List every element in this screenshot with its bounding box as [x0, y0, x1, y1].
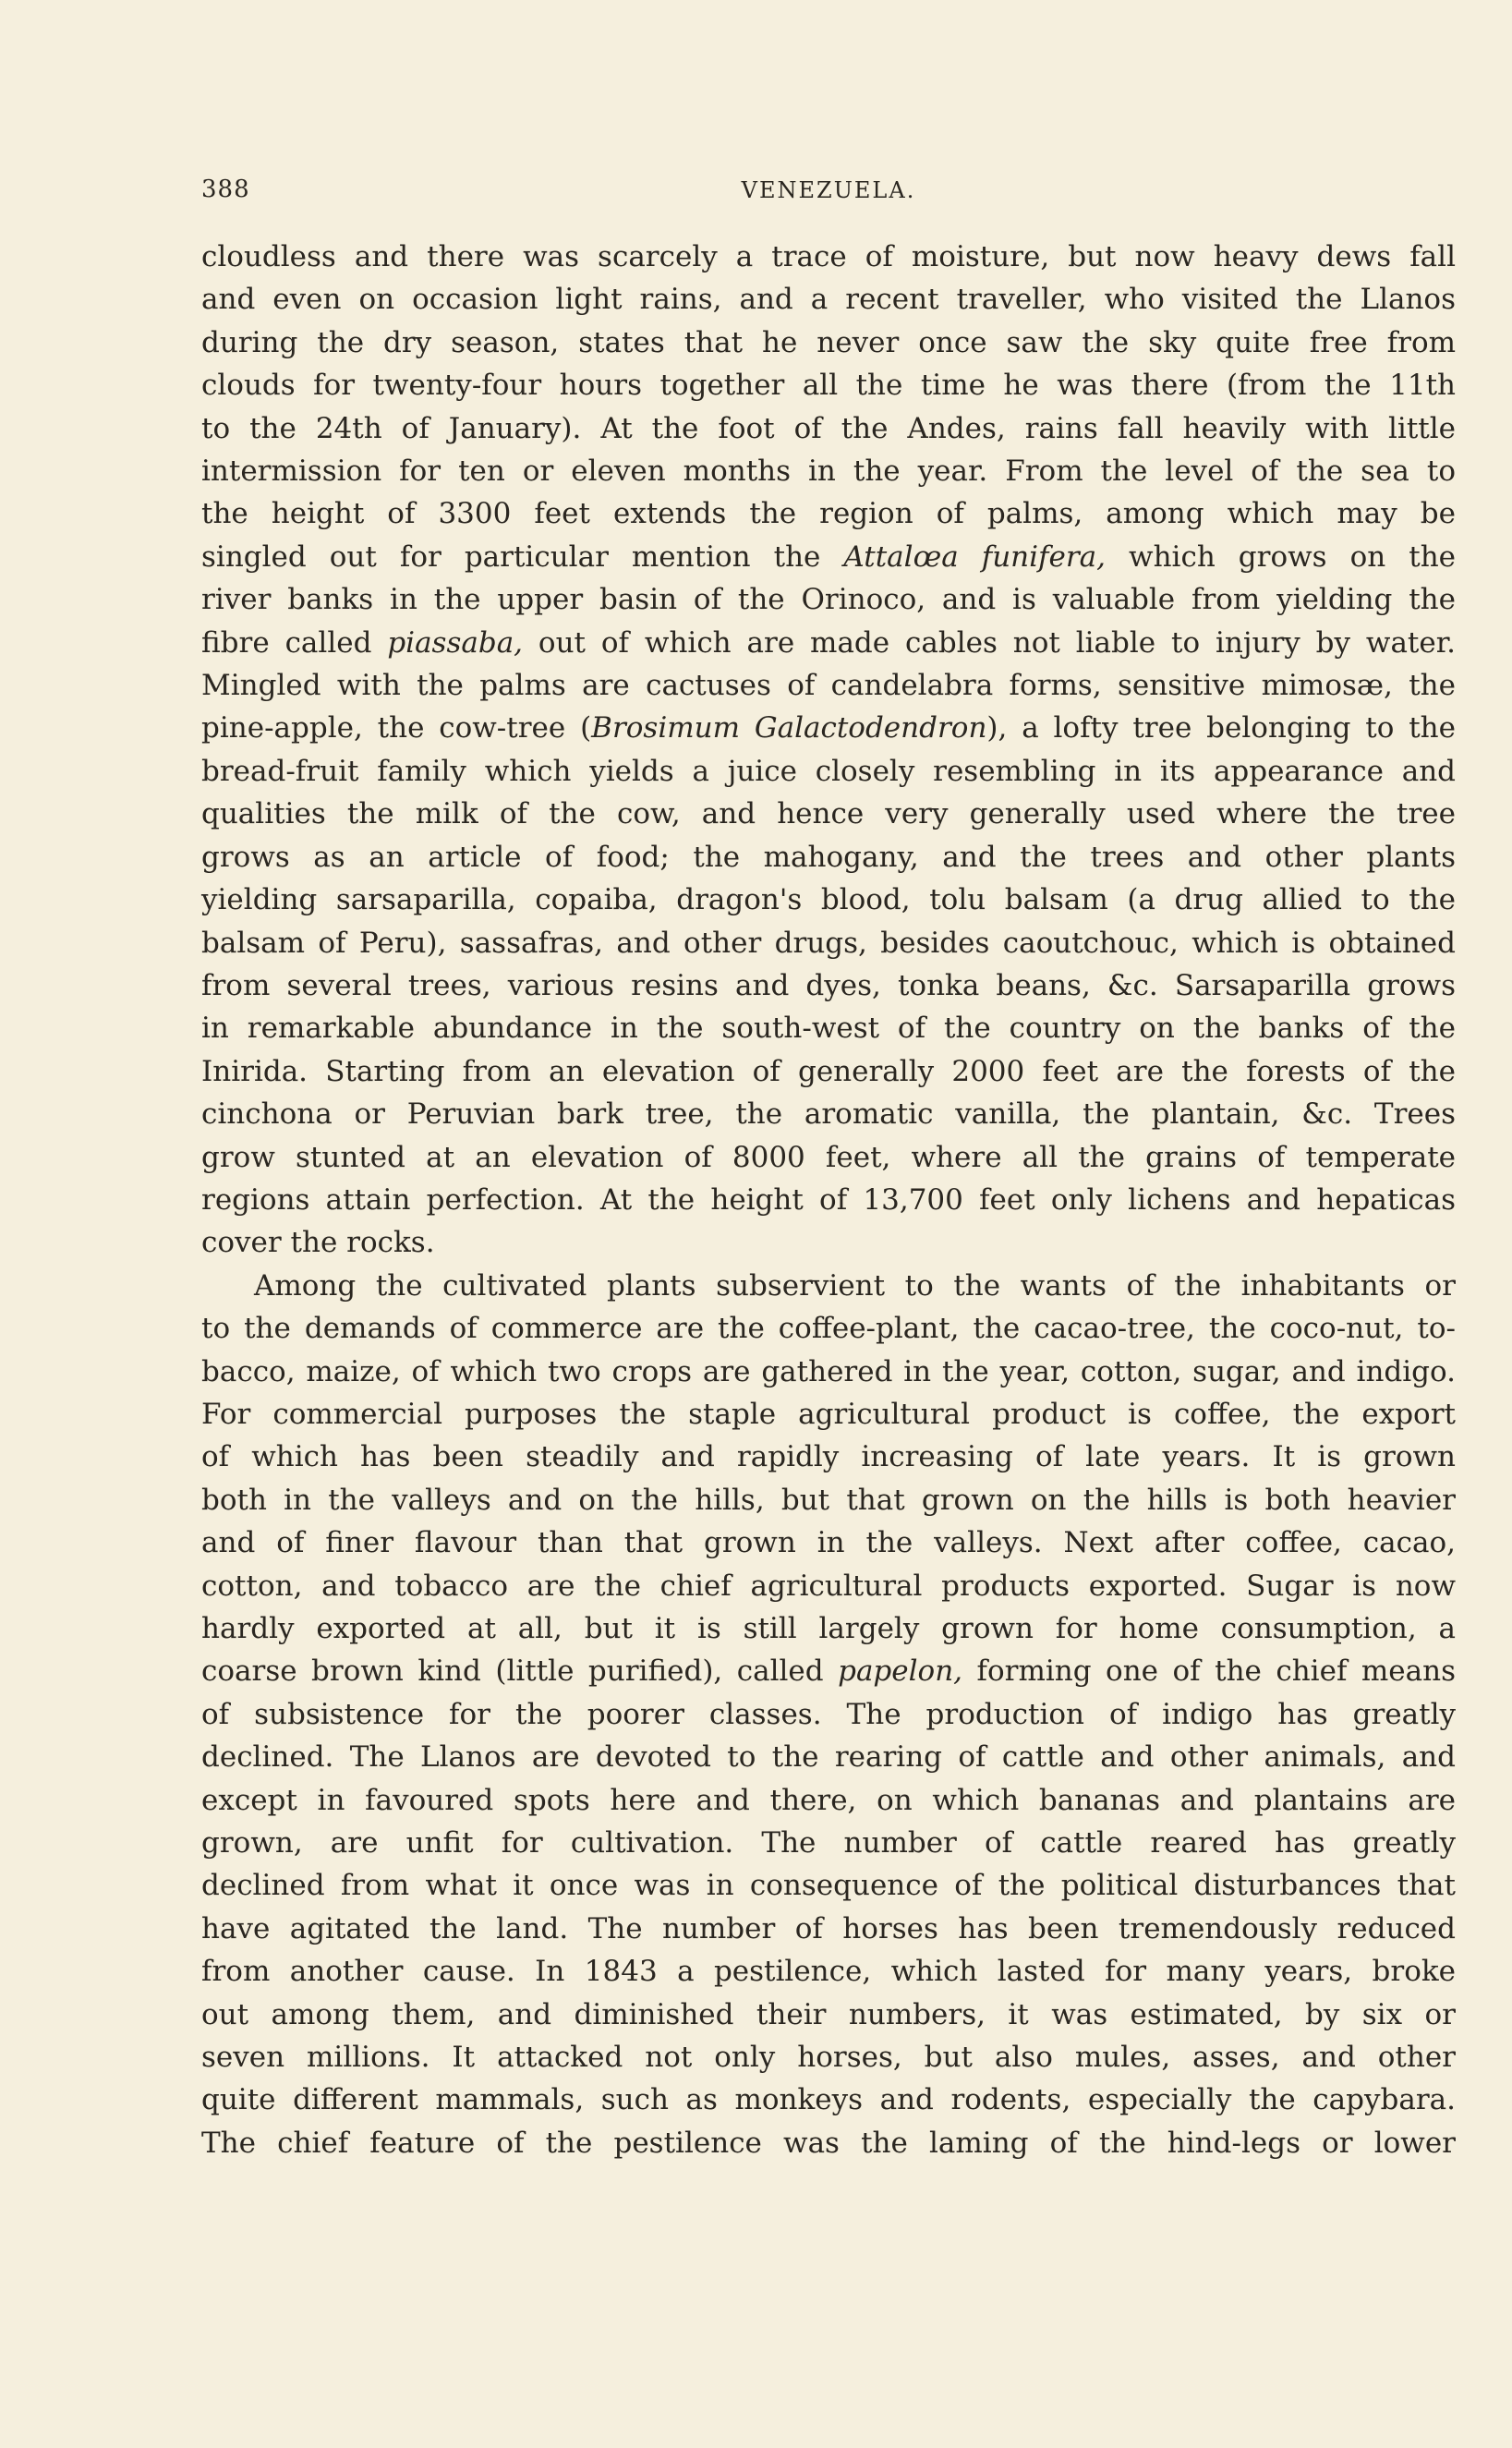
text-segment: yielding sarsaparilla, copaiba, dragon's blood, tolu balsam (a drug allied to the [201, 883, 1456, 917]
text-line [201, 1007, 1456, 1049]
text-segment: fibre called [201, 625, 388, 660]
text-segment: hardly exported at all, but it is still largely grown for home consumption, a [201, 1612, 1456, 1645]
text-segment: in remarkable abundance in the south-west of the country on the banks of the [201, 1012, 1456, 1046]
text-line [201, 1265, 1456, 1307]
text-segment: and of finer flavour than that grown in the valleys. Next after coffee, cacao, [201, 1526, 1456, 1560]
text-segment: the height of 3300 feet extends the region of palms, among which may be [201, 497, 1456, 531]
text-segment: seven millions. It attacked not only horses, but also mules, asses, and other [201, 2041, 1456, 2075]
text-segment: pine-apple, the cow-tree ( [201, 711, 592, 745]
text-line [201, 536, 1456, 578]
text-line [201, 1393, 1456, 1436]
text-segment: qualities the milk of the cow, and hence very generally used where the tree [201, 797, 1456, 831]
text-line [201, 450, 1456, 492]
text-segment: For commercial purposes the staple agricultural product is coffee, the export [201, 1397, 1456, 1431]
text-segment: regions attain perfection. At the height of 13,700 feet only lichens and hepaticas [201, 1182, 1456, 1217]
page-header [201, 176, 1456, 212]
text-segment: from another cause. In 1843 a pestilence, which lasted for many years, broke [201, 1955, 1456, 1989]
text-line [201, 407, 1456, 450]
text-line [201, 1050, 1456, 1093]
text-segment: cotton, and tobacco are the chief agricultural products exported. Sugar is now [201, 1569, 1456, 1603]
text-segment: have agitated the land. The number of horses has been tremendously reduced [201, 1911, 1456, 1945]
text-line [201, 879, 1456, 921]
text-line [201, 1351, 1456, 1393]
text-line [201, 1650, 1456, 1692]
text-segment: clouds for twenty-four hours together all the time he was there (from the 11th [201, 369, 1456, 403]
text-line [201, 2078, 1456, 2121]
text-segment: of subsistence for the poorer classes. The production of indigo has greatly [201, 1697, 1456, 1731]
page-number: 388 [201, 176, 250, 203]
text-line [201, 836, 1456, 879]
text-line [201, 622, 1456, 664]
text-segment: Inirida. Starting from an elevation of generally 2000 feet are the forests of the [201, 1054, 1456, 1088]
text-line [201, 1908, 1456, 1950]
text-segment: except in favoured spots here and there, on which bananas and plantains are [201, 1783, 1456, 1817]
text-line [201, 364, 1456, 406]
italic-text: papelon, [838, 1654, 963, 1689]
text-segment: cover the rocks. [201, 1226, 435, 1260]
text-line [201, 1136, 1456, 1179]
italic-text: Attalœa funifera, [843, 539, 1107, 574]
text-line [201, 321, 1456, 364]
text-segment: ), a lofty tree belonging to the [986, 711, 1456, 745]
text-segment: river banks in the upper basin of the Orinoco, and is valuable from yielding the [201, 583, 1456, 617]
text-segment: cinchona or Peruvian bark tree, the aromatic vanilla, the plantain, &c. Trees [201, 1097, 1456, 1132]
body-text [201, 236, 1456, 2164]
italic-text: Brosimum Galactodendron [591, 711, 987, 745]
text-segment: bacco, maize, of which two crops are gathered in the year, cotton, sugar, and indigo. [201, 1354, 1456, 1388]
text-line [201, 1093, 1456, 1135]
text-segment: balsam of Peru), sassafras, and other drugs, besides caoutchouc, which is obtained [201, 926, 1456, 960]
text-segment: Mingled with the palms are cactuses of candelabra forms, sensitive mimosæ, the [201, 669, 1456, 703]
text-line [201, 1822, 1456, 1864]
text-segment: grow stunted at an elevation of 8000 feet, where all the grains of temperate [201, 1140, 1456, 1174]
text-segment: declined from what it once was in consequence of the political disturbances that [201, 1869, 1456, 1903]
text-segment: bread-fruit family which yields a juice closely resembling in its appearance and [201, 754, 1456, 788]
text-segment: singled out for particular mention the [201, 539, 844, 574]
text-line [201, 964, 1456, 1007]
text-segment: of which has been steadily and rapidly increasing of late years. It is grown [201, 1440, 1456, 1474]
text-line [201, 1864, 1456, 1907]
text-segment: The chief feature of the pestilence was the laming of the hind-legs or lower [201, 2126, 1456, 2160]
text-segment: which grows on the [1106, 539, 1457, 574]
text-line [201, 922, 1456, 964]
text-segment: cloudless and there was scarcely a trace of moisture, but now heavy dews fall [201, 240, 1456, 273]
text-segment: coarse brown kind (little purified), called [201, 1654, 839, 1689]
text-line [201, 1521, 1456, 1564]
text-segment: and even on occasion light rains, and a recent traveller, who visited the Llanos [201, 283, 1456, 317]
text-segment: forming one of the chief means [962, 1654, 1456, 1689]
text-segment: grown, are unfit for cultivation. The number of cattle reared has greatly [201, 1826, 1456, 1860]
text-line [201, 1307, 1456, 1350]
running-head: VENEZUELA. [741, 177, 916, 203]
text-segment: from several trees, various resins and dyes, tonka beans, &c. Sarsaparilla grows [201, 968, 1456, 1002]
text-line [201, 236, 1456, 278]
text-segment: both in the valleys and on the hills, but that grown on the hills is both heavier [201, 1483, 1456, 1517]
text-line [201, 1779, 1456, 1822]
text-line [201, 1994, 1456, 2036]
text-line [201, 1221, 1456, 1264]
text-segment: to the demands of commerce are the coffee-plant, the cacao-tree, the coco-nut, to- [201, 1312, 1456, 1346]
text-line [201, 1479, 1456, 1521]
text-line [201, 793, 1456, 835]
text-line [201, 2036, 1456, 2078]
text-line [201, 1565, 1456, 1607]
text-line [201, 664, 1456, 707]
text-segment: declined. The Llanos are devoted to the rearing of cattle and other animals, and [201, 1740, 1456, 1775]
text-line [201, 278, 1456, 321]
text-line [201, 1436, 1456, 1478]
text-segment: intermission for ten or eleven months in the year. From the level of the sea to [201, 454, 1456, 489]
text-segment: to the 24th of January). At the foot of the Andes, rains fall heavily with little [201, 411, 1456, 445]
text-line [201, 1179, 1456, 1221]
text-line [201, 1607, 1456, 1650]
text-segment: quite different mammals, such as monkeys and rodents, especially the capybara. [201, 2083, 1456, 2117]
text-line [201, 578, 1456, 621]
text-line [201, 2122, 1456, 2164]
text-line [201, 1736, 1456, 1778]
text-segment: during the dry season, states that he never once saw the sky quite free from [201, 325, 1456, 359]
text-segment: out among them, and diminished their numbers, it was estimated, by six or [201, 1997, 1456, 2031]
text-segment: out of which are made cables not liable to injury by water. [523, 625, 1456, 660]
italic-text: piassaba, [387, 625, 524, 660]
text-segment: Among the cultivated plants subservient to the wants of the inhabitants or [254, 1268, 1456, 1303]
text-line [201, 1950, 1456, 1993]
text-line [201, 1693, 1456, 1736]
text-line [201, 707, 1456, 749]
text-line [201, 492, 1456, 535]
text-line [201, 750, 1456, 793]
text-segment: grows as an article of food; the mahogany, and the trees and other plants [201, 840, 1456, 874]
